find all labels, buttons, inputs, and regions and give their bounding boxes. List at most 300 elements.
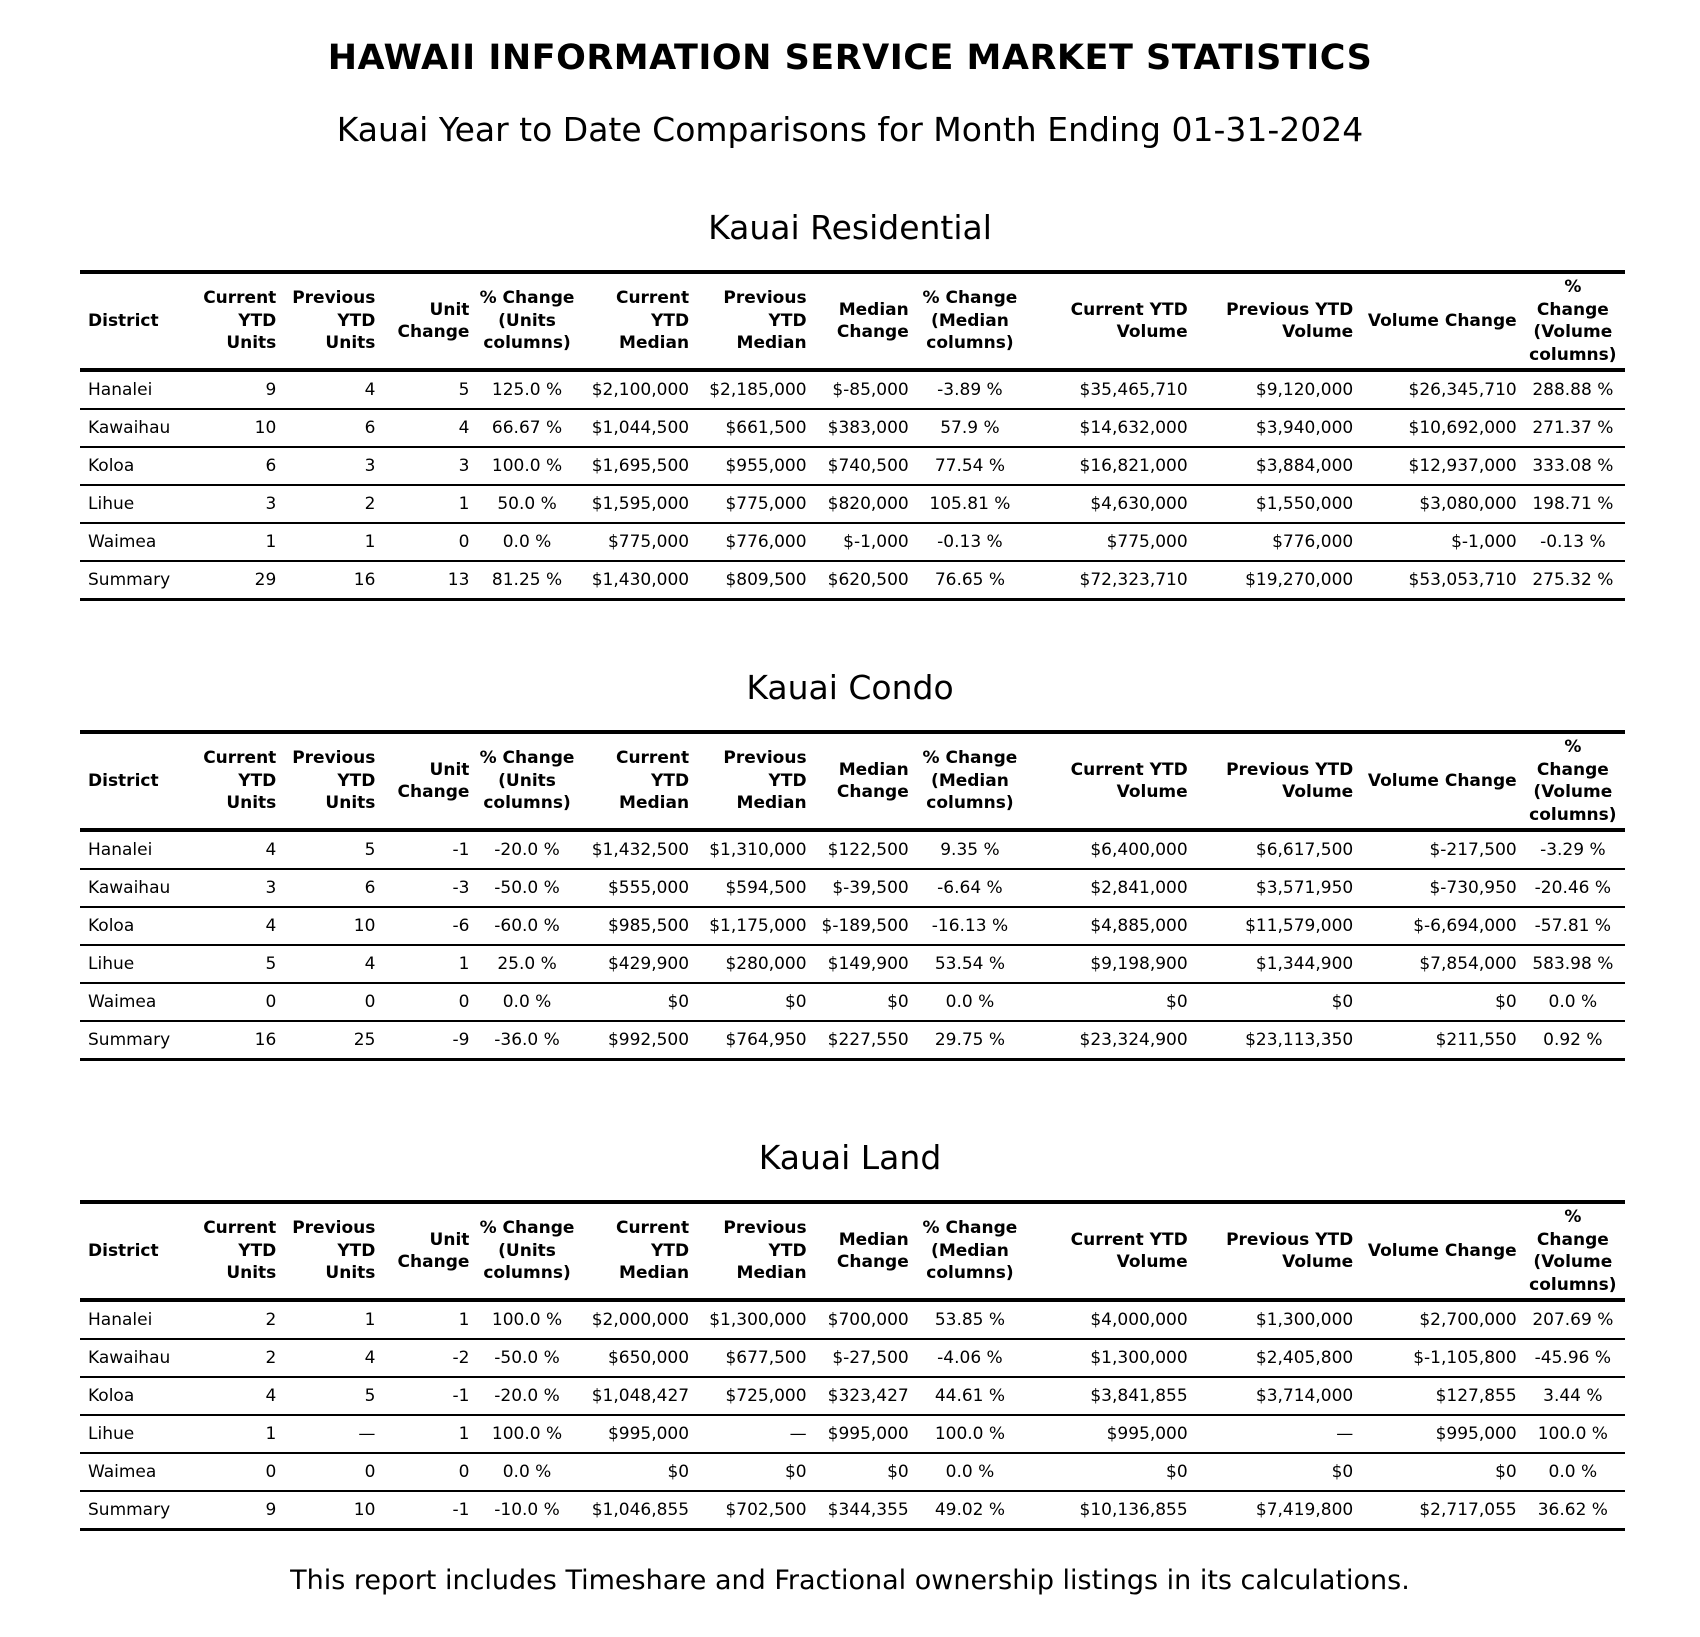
condo-table [80, 730, 1625, 1061]
cell-current-volume: $6,400,000 [1027, 830, 1194, 869]
table-row [80, 485, 1625, 523]
cell-median-change: $122,500 [813, 830, 915, 869]
cell-volume-change: $-730,950 [1359, 869, 1522, 907]
cell-pct-volume: -0.13 % [1523, 523, 1625, 561]
cell-previous-units: 2 [282, 485, 381, 523]
cell-current-median: $650,000 [581, 1339, 695, 1377]
column-header-pct-volume: % Change (Volume columns) [1523, 1202, 1625, 1300]
cell-pct-units: 100.0 % [475, 1415, 580, 1453]
table-row [80, 370, 1625, 409]
cell-median-change: $344,355 [813, 1491, 915, 1530]
cell-previous-volume: — [1194, 1415, 1360, 1453]
cell-previous-volume: $1,344,900 [1194, 945, 1360, 983]
cell-previous-median: $677,500 [695, 1339, 813, 1377]
cell-previous-median: $280,000 [695, 945, 813, 983]
cell-current-units: 10 [180, 409, 282, 447]
cell-district: Kawaihau [80, 409, 180, 447]
column-header-median-change: Median Change [813, 272, 915, 370]
cell-previous-units: 3 [282, 447, 381, 485]
cell-previous-volume: $776,000 [1194, 523, 1360, 561]
column-header-current-median: Current YTD Median [581, 1202, 695, 1300]
cell-median-change: $0 [813, 1453, 915, 1491]
cell-previous-volume: $3,571,950 [1194, 869, 1360, 907]
cell-previous-median: $1,175,000 [695, 907, 813, 945]
cell-current-volume: $23,324,900 [1027, 1021, 1194, 1060]
cell-pct-volume: 0.0 % [1523, 1453, 1625, 1491]
cell-pct-units: 25.0 % [475, 945, 580, 983]
cell-district: Summary [80, 1491, 180, 1530]
cell-pct-units: 66.67 % [475, 409, 580, 447]
cell-volume-change: $211,550 [1359, 1021, 1522, 1060]
cell-district: Waimea [80, 983, 180, 1021]
cell-pct-volume: 275.32 % [1523, 561, 1625, 600]
column-header-previous-volume: Previous YTD Volume [1194, 1202, 1360, 1300]
cell-current-units: 3 [180, 869, 282, 907]
cell-previous-median: $809,500 [695, 561, 813, 600]
cell-district: Koloa [80, 1377, 180, 1415]
cell-pct-volume: 198.71 % [1523, 485, 1625, 523]
cell-pct-median: -16.13 % [915, 907, 1027, 945]
column-header-current-median: Current YTD Median [581, 732, 695, 830]
cell-current-median: $1,046,855 [581, 1491, 695, 1530]
cell-median-change: $-189,500 [813, 907, 915, 945]
table-row [80, 1300, 1625, 1339]
cell-current-median: $985,500 [581, 907, 695, 945]
column-header-unit-change: Unit Change [381, 272, 475, 370]
cell-unit-change: 1 [381, 945, 475, 983]
column-header-median-change: Median Change [813, 1202, 915, 1300]
column-header-district: District [80, 272, 180, 370]
cell-current-median: $775,000 [581, 523, 695, 561]
cell-pct-volume: 3.44 % [1523, 1377, 1625, 1415]
column-header-current-volume: Current YTD Volume [1027, 272, 1194, 370]
cell-unit-change: -2 [381, 1339, 475, 1377]
cell-current-units: 4 [180, 907, 282, 945]
cell-median-change: $820,000 [813, 485, 915, 523]
cell-volume-change: $53,053,710 [1359, 561, 1522, 600]
cell-current-units: 0 [180, 983, 282, 1021]
cell-pct-median: 29.75 % [915, 1021, 1027, 1060]
section-title-land: Kauai Land [758, 1138, 942, 1177]
column-header-current-volume: Current YTD Volume [1027, 1202, 1194, 1300]
cell-pct-units: 81.25 % [475, 561, 580, 600]
cell-previous-units: 10 [282, 1491, 381, 1530]
cell-pct-median: 49.02 % [915, 1491, 1027, 1530]
cell-current-volume: $0 [1027, 1453, 1194, 1491]
column-header-district: District [80, 1202, 180, 1300]
cell-current-median: $2,100,000 [581, 370, 695, 409]
cell-pct-volume: 0.0 % [1523, 983, 1625, 1021]
cell-volume-change: $7,854,000 [1359, 945, 1522, 983]
cell-pct-units: 125.0 % [475, 370, 580, 409]
cell-previous-volume: $3,884,000 [1194, 447, 1360, 485]
cell-unit-change: 1 [381, 1300, 475, 1339]
cell-current-median: $995,000 [581, 1415, 695, 1453]
cell-pct-volume: -57.81 % [1523, 907, 1625, 945]
cell-previous-volume: $6,617,500 [1194, 830, 1360, 869]
cell-median-change: $-1,000 [813, 523, 915, 561]
cell-current-median: $1,048,427 [581, 1377, 695, 1415]
cell-current-units: 5 [180, 945, 282, 983]
cell-pct-volume: 288.88 % [1523, 370, 1625, 409]
cell-pct-volume: -45.96 % [1523, 1339, 1625, 1377]
cell-previous-units: 4 [282, 1339, 381, 1377]
cell-district: Koloa [80, 447, 180, 485]
cell-unit-change: 4 [381, 409, 475, 447]
column-header-volume-change: Volume Change [1359, 272, 1522, 370]
cell-volume-change: $0 [1359, 983, 1522, 1021]
cell-previous-volume: $19,270,000 [1194, 561, 1360, 600]
cell-median-change: $995,000 [813, 1415, 915, 1453]
report-title: HAWAII INFORMATION SERVICE MARKET STATISTICS [327, 38, 1373, 78]
column-header-unit-change: Unit Change [381, 1202, 475, 1300]
cell-median-change: $-85,000 [813, 370, 915, 409]
cell-unit-change: -1 [381, 1491, 475, 1530]
cell-previous-units: 0 [282, 983, 381, 1021]
cell-current-volume: $4,630,000 [1027, 485, 1194, 523]
cell-volume-change: $12,937,000 [1359, 447, 1522, 485]
cell-previous-median: $594,500 [695, 869, 813, 907]
cell-pct-volume: 333.08 % [1523, 447, 1625, 485]
cell-median-change: $149,900 [813, 945, 915, 983]
column-header-previous-median: Previous YTD Median [695, 1202, 813, 1300]
column-header-pct-median: % Change (Median columns) [915, 732, 1027, 830]
cell-previous-units: 25 [282, 1021, 381, 1060]
cell-district: Kawaihau [80, 1339, 180, 1377]
column-header-unit-change: Unit Change [381, 732, 475, 830]
table-row [80, 1415, 1625, 1453]
cell-current-units: 0 [180, 1453, 282, 1491]
cell-current-volume: $4,000,000 [1027, 1300, 1194, 1339]
column-header-district: District [80, 732, 180, 830]
cell-unit-change: 0 [381, 983, 475, 1021]
column-header-pct-median: % Change (Median columns) [915, 1202, 1027, 1300]
cell-pct-volume: 36.62 % [1523, 1491, 1625, 1530]
cell-pct-median: -3.89 % [915, 370, 1027, 409]
cell-pct-units: -50.0 % [475, 1339, 580, 1377]
column-header-pct-units: % Change (Units columns) [475, 732, 580, 830]
cell-unit-change: 3 [381, 447, 475, 485]
column-header-pct-units: % Change (Units columns) [475, 1202, 580, 1300]
table-row [80, 523, 1625, 561]
cell-previous-median: $0 [695, 983, 813, 1021]
cell-previous-units: — [282, 1415, 381, 1453]
cell-district: Waimea [80, 1453, 180, 1491]
cell-unit-change: 1 [381, 1415, 475, 1453]
cell-current-median: $1,695,500 [581, 447, 695, 485]
cell-current-volume: $1,300,000 [1027, 1339, 1194, 1377]
cell-pct-units: -50.0 % [475, 869, 580, 907]
cell-median-change: $-39,500 [813, 869, 915, 907]
cell-median-change: $383,000 [813, 409, 915, 447]
cell-current-units: 1 [180, 1415, 282, 1453]
cell-previous-volume: $0 [1194, 983, 1360, 1021]
cell-volume-change: $0 [1359, 1453, 1522, 1491]
cell-current-median: $0 [581, 983, 695, 1021]
cell-district: Waimea [80, 523, 180, 561]
cell-previous-units: 5 [282, 1377, 381, 1415]
summary-row [80, 1021, 1625, 1060]
cell-median-change: $620,500 [813, 561, 915, 600]
cell-previous-units: 6 [282, 409, 381, 447]
table-row [80, 869, 1625, 907]
section-title-condo: Kauai Condo [746, 668, 954, 707]
cell-pct-median: -4.06 % [915, 1339, 1027, 1377]
cell-unit-change: 13 [381, 561, 475, 600]
cell-current-units: 1 [180, 523, 282, 561]
cell-current-median: $1,595,000 [581, 485, 695, 523]
cell-pct-median: 53.85 % [915, 1300, 1027, 1339]
cell-pct-median: 0.0 % [915, 983, 1027, 1021]
cell-volume-change: $995,000 [1359, 1415, 1522, 1453]
table-row [80, 830, 1625, 869]
cell-volume-change: $-217,500 [1359, 830, 1522, 869]
cell-district: Kawaihau [80, 869, 180, 907]
footer-note: This report includes Timeshare and Fractional ownership listings in its calculations. [290, 1565, 1410, 1596]
summary-row [80, 1491, 1625, 1530]
cell-previous-median: $0 [695, 1453, 813, 1491]
column-header-pct-median: % Change (Median columns) [915, 272, 1027, 370]
cell-previous-volume: $3,940,000 [1194, 409, 1360, 447]
cell-pct-volume: -20.46 % [1523, 869, 1625, 907]
cell-previous-volume: $1,550,000 [1194, 485, 1360, 523]
cell-district: Lihue [80, 945, 180, 983]
column-header-current-volume: Current YTD Volume [1027, 732, 1194, 830]
cell-unit-change: -1 [381, 1377, 475, 1415]
cell-previous-volume: $9,120,000 [1194, 370, 1360, 409]
table-row [80, 1377, 1625, 1415]
cell-previous-volume: $1,300,000 [1194, 1300, 1360, 1339]
cell-pct-volume: 583.98 % [1523, 945, 1625, 983]
summary-row [80, 561, 1625, 600]
cell-previous-volume: $2,405,800 [1194, 1339, 1360, 1377]
cell-median-change: $700,000 [813, 1300, 915, 1339]
cell-volume-change: $10,692,000 [1359, 409, 1522, 447]
cell-median-change: $227,550 [813, 1021, 915, 1060]
column-header-volume-change: Volume Change [1359, 1202, 1522, 1300]
cell-previous-units: 5 [282, 830, 381, 869]
column-header-median-change: Median Change [813, 732, 915, 830]
cell-previous-units: 1 [282, 1300, 381, 1339]
cell-current-units: 29 [180, 561, 282, 600]
cell-previous-volume: $3,714,000 [1194, 1377, 1360, 1415]
land-table [80, 1200, 1625, 1531]
cell-volume-change: $-6,694,000 [1359, 907, 1522, 945]
cell-pct-median: 9.35 % [915, 830, 1027, 869]
cell-district: Summary [80, 1021, 180, 1060]
cell-current-median: $0 [581, 1453, 695, 1491]
cell-current-volume: $995,000 [1027, 1415, 1194, 1453]
cell-current-volume: $35,465,710 [1027, 370, 1194, 409]
cell-unit-change: -9 [381, 1021, 475, 1060]
cell-previous-median: $955,000 [695, 447, 813, 485]
cell-pct-volume: 0.92 % [1523, 1021, 1625, 1060]
cell-median-change: $0 [813, 983, 915, 1021]
cell-previous-median: $775,000 [695, 485, 813, 523]
cell-volume-change: $-1,105,800 [1359, 1339, 1522, 1377]
column-header-previous-units: Previous YTD Units [282, 1202, 381, 1300]
cell-previous-median: $2,185,000 [695, 370, 813, 409]
report-subtitle: Kauai Year to Date Comparisons for Month Ending 01-31-2024 [336, 110, 1364, 149]
column-header-current-units: Current YTD Units [180, 732, 282, 830]
cell-previous-units: 1 [282, 523, 381, 561]
cell-previous-units: 16 [282, 561, 381, 600]
column-header-previous-median: Previous YTD Median [695, 732, 813, 830]
cell-current-volume: $14,632,000 [1027, 409, 1194, 447]
column-header-previous-units: Previous YTD Units [282, 732, 381, 830]
cell-pct-volume: -3.29 % [1523, 830, 1625, 869]
cell-previous-units: 4 [282, 945, 381, 983]
cell-previous-median: $702,500 [695, 1491, 813, 1530]
table-row [80, 1339, 1625, 1377]
cell-current-median: $2,000,000 [581, 1300, 695, 1339]
cell-previous-median: $725,000 [695, 1377, 813, 1415]
column-header-pct-volume: % Change (Volume columns) [1523, 272, 1625, 370]
cell-previous-units: 4 [282, 370, 381, 409]
cell-previous-units: 10 [282, 907, 381, 945]
cell-pct-units: 100.0 % [475, 1300, 580, 1339]
cell-pct-units: -20.0 % [475, 1377, 580, 1415]
cell-median-change: $740,500 [813, 447, 915, 485]
cell-pct-volume: 271.37 % [1523, 409, 1625, 447]
cell-previous-volume: $11,579,000 [1194, 907, 1360, 945]
cell-current-median: $1,432,500 [581, 830, 695, 869]
cell-unit-change: -3 [381, 869, 475, 907]
cell-pct-units: -36.0 % [475, 1021, 580, 1060]
cell-current-units: 9 [180, 370, 282, 409]
cell-pct-units: 0.0 % [475, 523, 580, 561]
header-row [80, 272, 1625, 370]
column-header-previous-units: Previous YTD Units [282, 272, 381, 370]
cell-previous-median: $661,500 [695, 409, 813, 447]
table-row [80, 1453, 1625, 1491]
column-header-pct-units: % Change (Units columns) [475, 272, 580, 370]
cell-district: Lihue [80, 1415, 180, 1453]
cell-current-volume: $775,000 [1027, 523, 1194, 561]
cell-district: Summary [80, 561, 180, 600]
residential-table [80, 270, 1625, 601]
section-title-residential: Kauai Residential [708, 208, 992, 247]
cell-pct-median: 105.81 % [915, 485, 1027, 523]
cell-current-median: $1,430,000 [581, 561, 695, 600]
cell-current-median: $992,500 [581, 1021, 695, 1060]
header-row [80, 732, 1625, 830]
column-header-current-units: Current YTD Units [180, 272, 282, 370]
table-row [80, 447, 1625, 485]
cell-unit-change: -6 [381, 907, 475, 945]
cell-pct-units: -20.0 % [475, 830, 580, 869]
cell-current-median: $1,044,500 [581, 409, 695, 447]
cell-current-volume: $0 [1027, 983, 1194, 1021]
table-row [80, 983, 1625, 1021]
cell-pct-units: -60.0 % [475, 907, 580, 945]
cell-volume-change: $26,345,710 [1359, 370, 1522, 409]
cell-current-volume: $4,885,000 [1027, 907, 1194, 945]
cell-pct-median: 53.54 % [915, 945, 1027, 983]
cell-current-units: 2 [180, 1300, 282, 1339]
cell-current-volume: $16,821,000 [1027, 447, 1194, 485]
cell-volume-change: $2,717,055 [1359, 1491, 1522, 1530]
column-header-current-median: Current YTD Median [581, 272, 695, 370]
cell-volume-change: $-1,000 [1359, 523, 1522, 561]
cell-current-units: 2 [180, 1339, 282, 1377]
column-header-current-units: Current YTD Units [180, 1202, 282, 1300]
cell-district: Lihue [80, 485, 180, 523]
cell-unit-change: -1 [381, 830, 475, 869]
cell-pct-median: 44.61 % [915, 1377, 1027, 1415]
column-header-volume-change: Volume Change [1359, 732, 1522, 830]
column-header-previous-volume: Previous YTD Volume [1194, 732, 1360, 830]
cell-unit-change: 0 [381, 523, 475, 561]
cell-pct-median: 76.65 % [915, 561, 1027, 600]
cell-pct-units: 0.0 % [475, 1453, 580, 1491]
cell-district: Hanalei [80, 830, 180, 869]
column-header-previous-median: Previous YTD Median [695, 272, 813, 370]
cell-median-change: $323,427 [813, 1377, 915, 1415]
cell-previous-volume: $7,419,800 [1194, 1491, 1360, 1530]
cell-pct-units: 50.0 % [475, 485, 580, 523]
cell-current-units: 4 [180, 1377, 282, 1415]
cell-volume-change: $2,700,000 [1359, 1300, 1522, 1339]
cell-previous-median: $776,000 [695, 523, 813, 561]
cell-current-median: $555,000 [581, 869, 695, 907]
cell-volume-change: $3,080,000 [1359, 485, 1522, 523]
cell-pct-units: -10.0 % [475, 1491, 580, 1530]
cell-current-units: 3 [180, 485, 282, 523]
cell-previous-units: 0 [282, 1453, 381, 1491]
cell-unit-change: 1 [381, 485, 475, 523]
cell-median-change: $-27,500 [813, 1339, 915, 1377]
table-row [80, 907, 1625, 945]
cell-district: Hanalei [80, 1300, 180, 1339]
table-row [80, 409, 1625, 447]
cell-previous-median: — [695, 1415, 813, 1453]
cell-pct-volume: 100.0 % [1523, 1415, 1625, 1453]
cell-pct-units: 0.0 % [475, 983, 580, 1021]
cell-pct-median: -6.64 % [915, 869, 1027, 907]
cell-current-volume: $10,136,855 [1027, 1491, 1194, 1530]
cell-current-volume: $9,198,900 [1027, 945, 1194, 983]
cell-unit-change: 0 [381, 1453, 475, 1491]
cell-current-volume: $72,323,710 [1027, 561, 1194, 600]
cell-volume-change: $127,855 [1359, 1377, 1522, 1415]
cell-district: Hanalei [80, 370, 180, 409]
cell-pct-median: 0.0 % [915, 1453, 1027, 1491]
cell-pct-units: 100.0 % [475, 447, 580, 485]
cell-current-units: 16 [180, 1021, 282, 1060]
cell-previous-volume: $0 [1194, 1453, 1360, 1491]
cell-pct-median: 77.54 % [915, 447, 1027, 485]
cell-unit-change: 5 [381, 370, 475, 409]
cell-current-volume: $3,841,855 [1027, 1377, 1194, 1415]
cell-pct-median: 57.9 % [915, 409, 1027, 447]
cell-pct-median: 100.0 % [915, 1415, 1027, 1453]
cell-pct-volume: 207.69 % [1523, 1300, 1625, 1339]
cell-district: Koloa [80, 907, 180, 945]
cell-current-median: $429,900 [581, 945, 695, 983]
cell-previous-volume: $23,113,350 [1194, 1021, 1360, 1060]
column-header-pct-volume: % Change (Volume columns) [1523, 732, 1625, 830]
cell-previous-units: 6 [282, 869, 381, 907]
cell-current-units: 9 [180, 1491, 282, 1530]
cell-pct-median: -0.13 % [915, 523, 1027, 561]
table-row [80, 945, 1625, 983]
cell-previous-median: $1,310,000 [695, 830, 813, 869]
column-header-previous-volume: Previous YTD Volume [1194, 272, 1360, 370]
cell-current-units: 4 [180, 830, 282, 869]
cell-previous-median: $1,300,000 [695, 1300, 813, 1339]
header-row [80, 1202, 1625, 1300]
